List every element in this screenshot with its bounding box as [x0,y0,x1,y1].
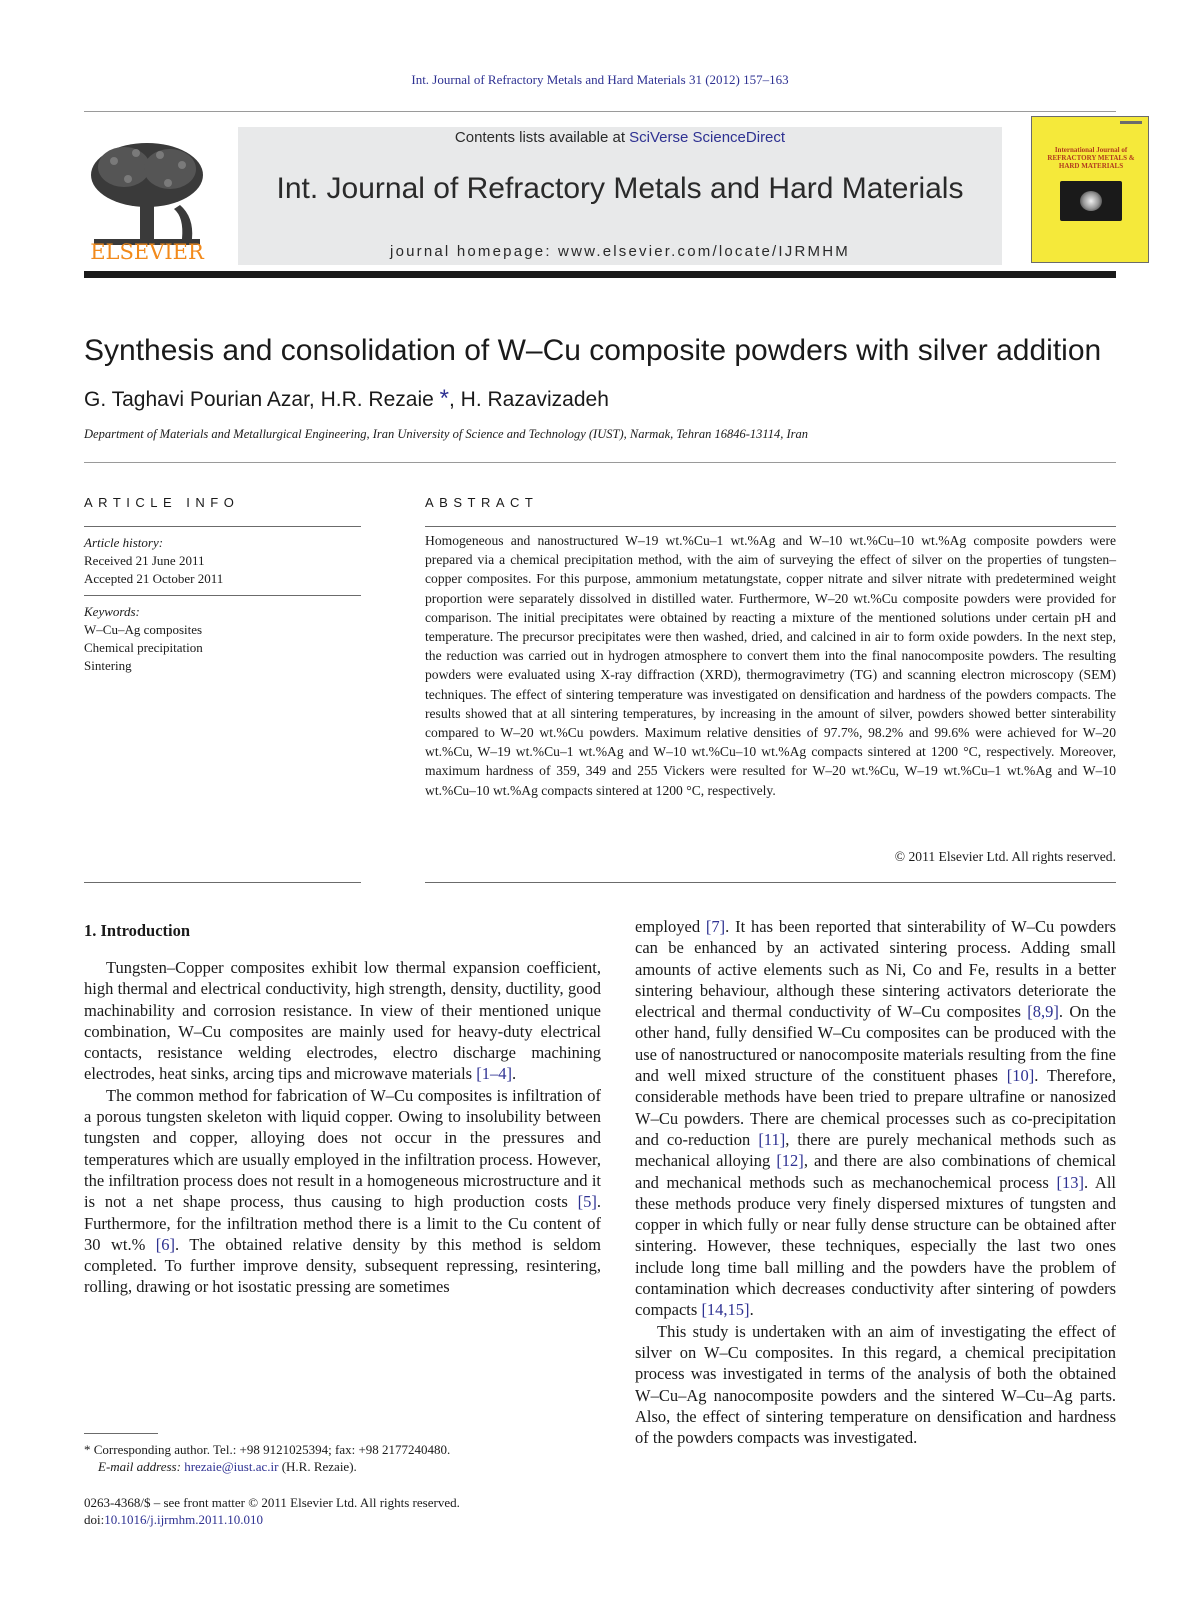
abstract-bottom-rule [425,882,1116,883]
abstract-copyright: © 2011 Elsevier Ltd. All rights reserved. [894,849,1116,864]
text-run: The common method for fabrication of W–Cu composites is infiltration of a porous tungsten skeleton with liquid copper. Owing to insolubility between tungsten and copper, alloying does not occur in the pressures and temperatures which are usually employed in the infiltration process. However, the infiltration process does not result in a homogeneous microstructure and it is not a net shape process, thus causing to high production costs [84,1085,601,1212]
intro-paragraph-1 [84,957,601,1085]
journal-homepage[interactable]: journal homepage: www.elsevier.com/locate/IJRMHM [390,243,850,260]
reference-link[interactable]: [14,15] [701,1300,750,1320]
corresponding-author-mark[interactable]: * [439,385,449,412]
accepted-date: Accepted 21 October 2011 [84,571,224,586]
intro-paragraph-3 [635,916,1116,1321]
article-info-mid-rule [84,595,361,596]
authors-part-1: G. Taghavi Pourian Azar, H.R. Rezaie [84,388,440,411]
keyword-item: W–Cu–Ag composites [84,622,203,637]
elsevier-wordmark: ELSEVIER [90,240,204,264]
left-column [84,957,601,1298]
top-divider [84,111,1116,112]
journal-citation[interactable]: Int. Journal of Refractory Metals and Hard Materials 31 (2012) 157–163 [411,72,789,87]
reference-link[interactable]: [8,9] [1027,1002,1059,1022]
email-label: E-mail address: [98,1459,185,1474]
reference-link[interactable]: [10] [1006,1066,1035,1086]
contents-line [238,129,1002,146]
journal-cover-thumbnail[interactable] [1031,116,1149,263]
reference-link[interactable]: [12] [776,1151,804,1171]
text-run: . It has been reported that sinterability of W–Cu powders can be enhanced by an activated sintering process. Adding small amounts of active elements such as Ni, Co and Fe, results in a better sintering behaviour, although these sintering activators deteriorate the electrical and thermal conductivity of W–Cu composites [635,917,1116,1022]
email-line [84,1458,604,1475]
article-info-bottom-rule [84,882,361,883]
text-run: . The obtained relative density by this method is seldom completed. To further improve density, subsequent repressing, resintering, rolling, drawing or hot isostatic pressing are sometimes [84,1234,601,1297]
author-affiliation: Department of Materials and Metallurgical Engineering, Iran University of Science and Technology (IUST), Narmak, Tehran 16846-13114, Iran [84,427,808,441]
reference-link[interactable]: [7] [705,917,726,936]
corresponding-author-contact: * Corresponding author. Tel.: +98 9121025394; fax: +98 2177240480. [84,1442,451,1457]
text-run: Tungsten–Copper composites exhibit low thermal expansion coefficient, high thermal and electrical conductivity, high strength, density, ductility, good machinability and corrosion resistance. In view of their mentioned unique combination, W–Cu composites are mainly used for heavy-duty electrical contacts, resistance welding electrodes, electro discharge machining electrodes, heat sinks, arcing tips and microwave materials [84,958,601,1084]
affiliation-divider [84,462,1116,463]
reference-link[interactable]: [13] [1056,1172,1084,1192]
reference-link[interactable]: [1–4] [476,1064,512,1084]
history-label: Article history: [84,535,164,550]
front-matter [84,1494,604,1528]
footnote-divider [84,1433,158,1434]
header-thick-divider [84,271,1116,278]
keyword-item: Chemical precipitation [84,640,203,655]
intro-paragraph-4: This study is undertaken with an aim of investigating the effect of silver on W–Cu composites. In this regard, a chemical precipitation process was investigated in terms of the analysis of both the obtained W–Cu–Ag nanocomposite powders and the sintered W–Cu–Ag parts. Also, the effect of sintering temperature on densification and hardness of the powders compacts was investigated. [635,1321,1116,1448]
keyword-item: Sintering [84,658,132,673]
text-run: , there are purely mechanical methods such as mechanical alloying [635,1129,1116,1171]
keywords-label: Keywords: [84,604,140,619]
front-matter-issn: 0263-4368/$ – see front matter © 2011 Elsevier Ltd. All rights reserved. [84,1495,460,1510]
cover-image [1060,181,1122,221]
corresponding-author-footnote [84,1441,604,1475]
reference-link[interactable]: [5] [577,1192,597,1212]
email-link[interactable]: hrezaie@iust.ac.ir [184,1459,279,1474]
author-list [84,385,609,413]
email-suffix: (H.R. Rezaie). [278,1459,357,1474]
authors-part-2: , H. Razavizadeh [448,388,609,411]
article-title: Synthesis and consolidation of W–Cu composite powders with silver addition [84,334,1102,367]
text-run: . All these methods produce very finely dispersed mixtures of tungsten and copper in which fully or near fully dense structure can be obtained after sintering. However, these techniques, especially the last two ones include long time ball milling and the powders have the problem of contamination which decreases conductivity after sintering of powders compacts [635,1172,1116,1320]
doi-line [84,1511,604,1528]
text-run: employed [635,917,706,936]
contents-prefix: Contents lists available at [454,129,630,146]
text-run: . [511,1064,517,1084]
doi-label: doi: [84,1512,105,1527]
abstract-top-rule [425,526,1116,527]
article-info-heading: ARTICLE INFO [84,495,240,510]
article-history [84,534,361,588]
cover-issn-mark [1120,121,1142,124]
introduction-heading: 1. Introduction [84,921,191,940]
reference-link[interactable]: [11] [758,1129,786,1149]
journal-title: Int. Journal of Refractory Metals and Hard Materials [276,172,964,205]
intro-paragraph-2 [84,1085,601,1298]
text-run: . [749,1300,754,1320]
right-column [635,916,1116,1448]
doi-link[interactable]: 10.1016/j.ijrmhm.2011.10.010 [104,1512,264,1527]
article-info-top-rule [84,526,361,527]
sciencedirect-link[interactable]: SciVerse ScienceDirect [629,129,786,146]
text-run: . Furthermore, for the infiltration method there is a limit to the Cu content of 30 wt.% [84,1192,601,1254]
abstract-heading: ABSTRACT [425,495,539,510]
keywords-block [84,603,361,675]
cover-title: International Journal of REFRACTORY METALS & HARD MATERIALS [1047,146,1135,170]
text-run: . Therefore, considerable methods have been tried to prepare ultrafine or nanosized W–Cu powders. There are chemical processes such as co-precipitation and co-reduction [635,1066,1116,1149]
reference-link[interactable]: [6] [155,1234,176,1254]
abstract-text: Homogeneous and nanostructured W–19 wt.%Cu–1 wt.%Ag and W–10 wt.%Cu–10 wt.%Ag composite powders were prepared via a chemical precipitation method, with the aim of surveying the effect of silver on the properties of tungsten–copper composites. For this purpose, ammonium metatungstate, copper nitrate and silver nitrate with predetermined weight proportion were separately dissolved in distilled water. Furthermore, W–20 wt.%Cu composite powders were provided for comparison. The initial precipitates were obtained by reacting a mixture of the mentioned solutions under certain pH and temperature. The precursor precipitates were then washed, dried, and calcined in air to form oxide powders. In the next step, the reduction was carried out in hydrogen atmosphere to convert them into the final nanocomposite powders. The resulting powders were evaluated using X-ray diffraction (XRD), thermogravimetry (TG) and scanning electron microscopy (SEM) techniques. The effect of sintering temperature was investigated on densification and hardness of the powders compacts. The results showed that at all sintering temperatures, by increasing in the amount of silver, powders showed better sinterability compared to W–20 wt.%Cu powders. Maximum relative densities of 97.7%, 98.2% and 99.6% were achieved for W–20 wt.%Cu, W–19 wt.%Cu–1 wt.%Ag and W–10 wt.%Cu–10 wt.%Ag compacts sintered at 1200 °C, respectively. Moreover, maximum hardness of 359, 349 and 255 Vickers were resulted for W–20 wt.%Cu, W–19 wt.%Cu–1 wt.%Ag and W–10 wt.%Cu–10 wt.%Ag compacts sintered at 1200 °C, respectively. [425,533,1116,798]
text-run: , and there are also combinations of chemical and mechanical methods such as mechanochemical process [635,1151,1117,1192]
received-date: Received 21 June 2011 [84,553,205,568]
text-run: . On the other hand, fully densified W–Cu composites can be produced with the use of nanostructured or nanocomposite materials resulting from the fine and well mixed structure of the constituent phases [635,1002,1117,1086]
